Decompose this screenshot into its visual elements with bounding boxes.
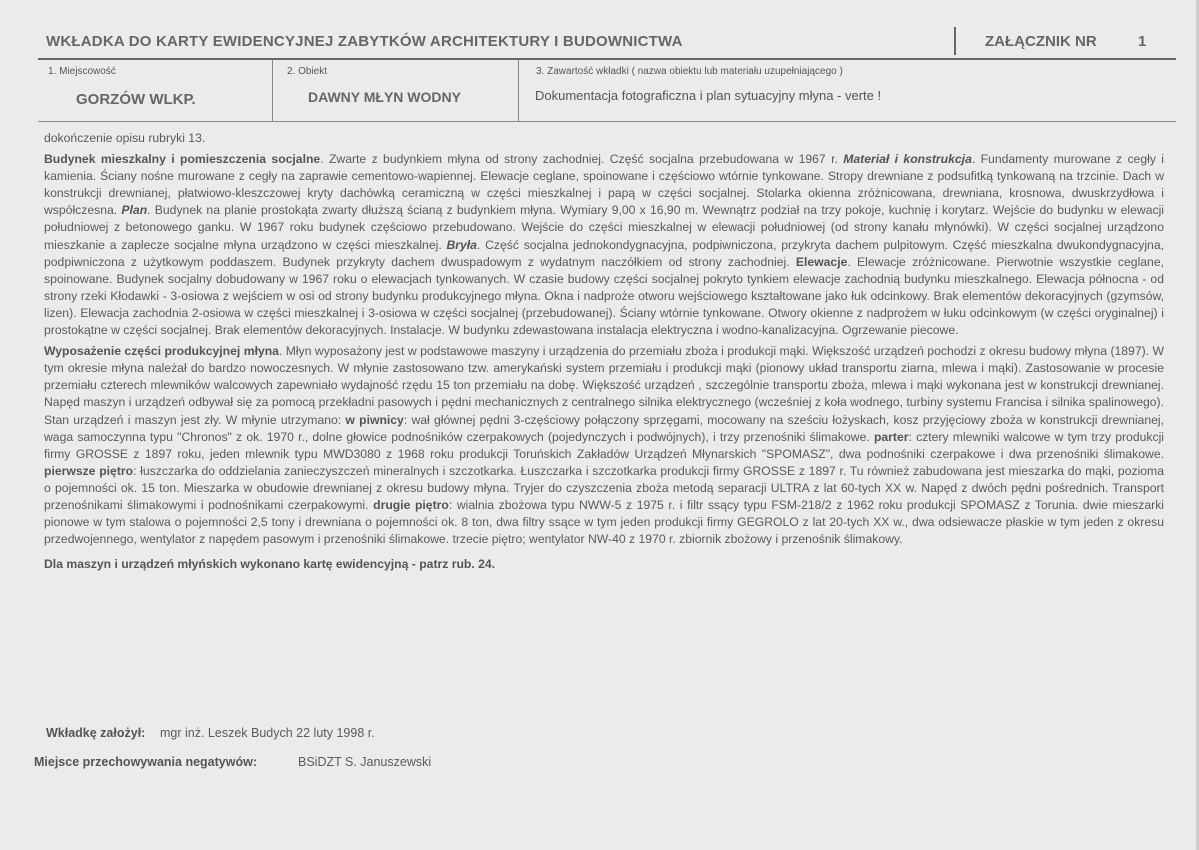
founder-label: Wkładkę założył: bbox=[46, 726, 146, 740]
intro-line: dokończenie opisu rubryki 13. bbox=[44, 131, 206, 145]
annex-label: ZAŁĄCZNIK NR bbox=[985, 33, 1097, 50]
heading-basement: w piwnicy bbox=[345, 412, 404, 427]
field-divider-1 bbox=[272, 59, 273, 121]
heading-second-floor: drugie piętro bbox=[373, 497, 449, 512]
paragraph-residential: Budynek mieszkalny i pomieszczenia socjalne. Zwarte z budynkiem młyna od strony zachodniej. Część socjalna przebudowana w 1967 r. Materiał i konstrukcja. Fundamenty murowane z cegły i kamienia. Ściany nośne murowane z cegły na zaprawie cementowo-wapiennej. Elewacje ceglane, spoinowane i częściowo wtórnie tynkowane. Stropy drewniane z podsufitką tynkowaną na trzcinie. Dach w konstrukcji drewnianej, płatwiowo-kleszczowej kryty dachówką ceramiczną w części mieszkalnej i papą w części socjalnej. Stolarka okienna zróżnicowana, drewniana, krosnowa, dwuskrzydłowa i współczesna. Plan. Budynek na planie prostokąta zwarty dłuższą ścianą z budynkiem młyna. Wymiary 9,00 x 16,90 m. Wewnątrz podział na trzy pokoje, kuchnię i korytarz. Wejście do budynku w elewacji południowej z betonowego ganku. W 1967 roku budynek częściowo przebudowano. Wejście do części mieszkalnej w elewacji południowej (od strony kanału młynówki). W części socjalnej urządzono mieszkanie a zaplecze socjalne młyna urządzono w części mieszkalnej. Bryła. Część socjalna jednokondygnacyjna, podpiwniczona, przykryta dachem pulpitowym. Część mieszkalna dwukondygnacyjna, podpiwniczona z użytkowym poddaszem. Budynek przykryty dachem dwuspadowym z wydatnym naczółkiem od strony zachodniej. Elewacje. Elewacje zróżnicowane. Pierwotnie wszystkie ceglane, spoinowane. Budynek socjalny dobudowany w 1967 roku o elewacjach tynkowanych. W czasie budowy części socjalnej pokryto tynkiem elewacje zachodnią budynku mieszkalnego. Elewacja północna - od strony rzeki Kłodawki - 3-osiowa z wejściem w osi od strony budynku produkcyjnego młyna. Okna i nadproże otworu wejściowego kształtowane jako łuk odcinkowy. Brak elementów dekoracyjnych (gzymsów, lizen). Elewacja zachodnia 2-osiowa w części mieszkalnej i 3-osiowa w części socjalnej (przebudowanej). Ściany wtórnie tynkowane. Otwory okienne z nadprożem w łuku odcinkowym (w części oryginalnej) i prostokątne w części socjalnej. Brak elementów dekoracyjnych. Instalacje. W budynku zdewastowana instalacja elektryczna i wodno-kanalizacyjna. Ogrzewanie piecowe. bbox=[44, 152, 1165, 338]
header-divider bbox=[954, 27, 956, 55]
heading-equipment: Wyposażenie części produkcyjnej młyna bbox=[44, 344, 279, 359]
heading-material: Materiał i konstrukcja bbox=[843, 152, 972, 167]
description-body bbox=[44, 130, 1164, 577]
contents-value: Dokumentacja fotograficzna i plan sytuacyjny młyna - verte ! bbox=[535, 88, 882, 103]
annex-number: 1 bbox=[1138, 33, 1147, 50]
contents-label: 3. Zawartość wkładki ( nazwa obiektu lub materiału uzupełniającego ) bbox=[536, 66, 843, 77]
paragraph-equipment: Wyposażenie części produkcyjnej młyna. Młyn wyposażony jest w podstawowe maszyny i urządzenia do przemiału zboża i produkcji mąki. Większość urządzeń pochodzi z okresu budowy młyna (1897). W tym okresie młyna należał do bardzo nowoczesnych. W młynie zastosowano tzw. amerykański system przemiału i produkcji mąki (pionowy układ transportu ziarna, mlewa i mąki). Zastosowanie w procesie przemiału czterech mlewników walcowych zapewniało wydajność rzędu 15 ton przemiału na dobę. Większość urządzeń , szczególnie transportu zboża, mlewa i mąki wykonana jest w konstrukcji drewnianej. Napęd maszyn i urządzeń odbywał się za pomocą przekładni pasowych i pędni mechanicznych z centralnego silnika elektrycznego (wcześniej z koła wodnego, turbiny systemu Francisa i silnika spalinowego). Stan urządzeń i maszyn jest zły. W młynie utrzymano: w piwnicy: wał głównej pędni 3-częściowy połączony sprzęgami, mocowany na sześciu łożyskach, kosz przyjęciowy zboża w konstrukcji drewnianej, waga samoczynna typu "Chronos" z ok. 1970 r., dolne głowice podnośników czerpakowych (pojedynczych i podwójnych), i trzy przenośniki ślimakowe. parter: cztery mlewniki walcowe w tym trzy produkcji firmy GROSSE z 1897 roku, jeden mlewnik typu MWD3080 z 1968 roku produkcji Toruńskich Zakładów Urządzeń Młynarskich "SPOMASZ", dwa podnośniki czerpakowe i dwa przenośniki ślimakowe. pierwsze piętro: łuszczarka do oddzielania zanieczyszczeń mineralnych i szczotkarka. Łuszczarka i szczotkarka produkcji firmy GROSSE z 1897 r. Tu również zabudowana jest mieszarka do mąki, pozioma o pojemności ok. 15 ton. Mieszarka w obudowie drewnianej z okresu budowy młyna. Tryjer do czyszczenia zboża metodą separacji ULTRA z lat 60-tych XX w. Napęd z dwóch pędni pośrednich. Transport przenośnikami ślimakowymi i podnośnikami czerpakowymi. drugie piętro: wialnia zbożowa typu NWW-5 z 1975 r. i filtr ssący typu FSM-218/2 z 1962 roku produkcji SPOMASZ z Torunia. dwie mieszarki pionowe w tym stalowa o pojemności 2,5 tony i drewniana o pojemności ok. 8 ton, dwa filtry ssące w tym jeden produkcji firmy GEGROLO z lat 20-tych XX w., dwa odsiewacze płaskie w tym jeden z okresu przedwojennego, wentylator z napędem pasowym i przenośniki ślimakowe. trzecie piętro; wentylator NW-40 z 1970 r. zbiornik zbożowy i przenośnik ślimakowy. bbox=[44, 344, 1165, 547]
fields-rule bbox=[38, 121, 1176, 122]
object-value: DAWNY MŁYN WODNY bbox=[308, 89, 461, 105]
heading-residential: Budynek mieszkalny i pomieszczenia socjalne bbox=[44, 152, 321, 167]
paragraph-reference: Dla maszyn i urządzeń młyńskich wykonano kartę ewidencyjną - patrz rub. 24. bbox=[44, 557, 496, 572]
heading-ground-floor: parter bbox=[873, 429, 909, 444]
document-title: WKŁADKA DO KARTY EWIDENCYJNEJ ZABYTKÓW ARCHITEKTURY I BUDOWNICTWA bbox=[46, 33, 683, 50]
heading-plan: Plan bbox=[121, 203, 148, 218]
storage-label: Miejsce przechowywania negatywów: bbox=[34, 755, 257, 769]
heading-elevations: Elewacje bbox=[795, 254, 848, 269]
locality-value: GORZÓW WLKP. bbox=[76, 91, 196, 108]
storage-value: BSiDZT S. Januszewski bbox=[298, 755, 432, 769]
header-rule bbox=[38, 58, 1176, 60]
locality-label: 1. Miejscowość bbox=[48, 66, 116, 77]
heading-first-floor: pierwsze piętro bbox=[44, 463, 134, 478]
heading-bryla: Bryła bbox=[446, 237, 477, 252]
object-label: 2. Obiekt bbox=[287, 66, 328, 77]
founder-value: mgr inż. Leszek Budych 22 luty 1998 r. bbox=[160, 726, 375, 740]
field-divider-2 bbox=[518, 59, 519, 121]
